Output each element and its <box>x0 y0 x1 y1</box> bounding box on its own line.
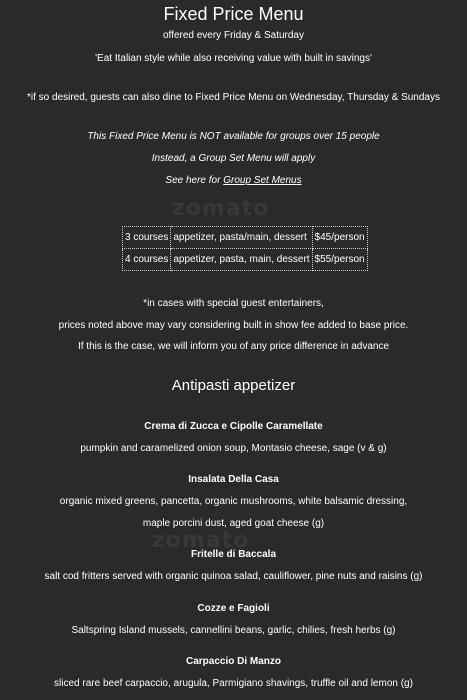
watermark: zomato <box>152 528 250 553</box>
subtitle: offered every Friday & Saturday <box>163 30 304 41</box>
note-line2: prices noted above may vary considering built in show fee added to base price. <box>58 320 409 331</box>
group-notice-line2: Instead, a Group Set Menu will apply <box>151 153 316 164</box>
tagline: 'Eat Italian style while also receiving value with built in savings' <box>95 53 372 64</box>
table-cell-price: $55/person <box>312 249 367 271</box>
section-heading-antipasti: Antipasti appetizer <box>171 377 296 394</box>
page-title: Fixed Price Menu <box>163 4 304 24</box>
dish-description: salt cod fritters served with organic quinoa salad, cauliflower, pine nuts and raisins (g) <box>44 571 423 582</box>
dish-name: Cozze e Fagioli <box>197 603 270 614</box>
table-cell-courses: 3 courses <box>123 227 171 249</box>
price-table <box>122 226 368 271</box>
group-set-menus-link[interactable]: Group Set Menus <box>223 175 302 186</box>
table-row <box>123 227 368 249</box>
note-line3: If this is the case, we will inform you of any price difference in advance <box>77 341 390 352</box>
group-notice-line1: This Fixed Price Menu is NOT available for groups over 15 people <box>87 131 380 142</box>
dine-note: *if so desired, guests can also dine to Fixed Price Menu on Wednesday, Thursday & Sundays <box>26 92 440 103</box>
group-notice-line3 <box>0 175 467 186</box>
table-row <box>123 249 368 271</box>
dish-name: Carpaccio Di Manzo <box>185 656 282 667</box>
dish-name: Crema di Zucca e Cipolle Caramellate <box>144 421 323 432</box>
table-cell-items: appetizer, pasta, main, dessert <box>171 249 312 271</box>
dish-description: pumpkin and caramelized onion soup, Montasio cheese, sage (v & g) <box>80 443 387 454</box>
group-notice-prefix: See here for <box>165 175 224 186</box>
table-cell-price: $45/person <box>312 227 367 249</box>
watermark: zomato <box>172 196 270 221</box>
dish-description: maple porcini dust, aged goat cheese (g) <box>142 518 325 529</box>
table-cell-courses: 4 courses <box>123 249 171 271</box>
dish-name: Fritelle di Baccala <box>190 549 277 560</box>
dish-name: Insalata Della Casa <box>188 474 279 485</box>
dish-description: organic mixed greens, pancetta, organic mushrooms, white balsamic dressing, <box>59 496 408 507</box>
note-line1: *in cases with special guest entertainers, <box>143 298 324 309</box>
table-cell-items: appetizer, pasta/main, dessert <box>171 227 312 249</box>
dish-description: sliced rare beef carpaccio, arugula, Parmigiano shavings, truffle oil and lemon (g) <box>54 678 413 689</box>
dish-description: Saltspring Island mussels, cannellini beans, garlic, chilies, fresh herbs (g) <box>71 625 396 636</box>
